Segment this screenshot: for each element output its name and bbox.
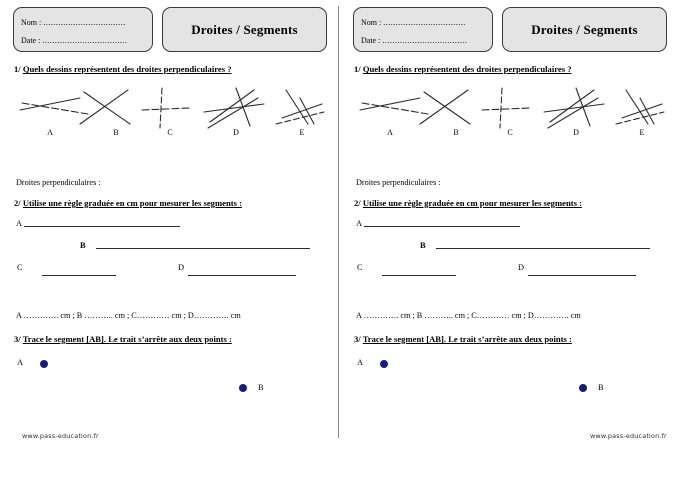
date-field-row	[361, 32, 492, 50]
name-field-row	[361, 14, 492, 32]
figure-label-a: A	[47, 128, 53, 137]
segment-line-b	[436, 248, 650, 249]
figure-label-b: B	[113, 128, 119, 137]
date-input-dots[interactable]: ..................................	[42, 36, 128, 45]
segment-label-b: B	[420, 241, 426, 250]
point-label-b: B	[598, 383, 604, 392]
name-label: Nom :	[21, 18, 44, 27]
figure-label-c: C	[167, 128, 173, 137]
exercise1-answer-prompt[interactable]: Droites perpendiculaires :	[356, 178, 441, 187]
point-dot-b[interactable]	[239, 384, 247, 392]
date-label: Date :	[21, 36, 43, 45]
date-field-row	[21, 32, 152, 50]
name-field-row	[21, 14, 152, 32]
exercise2-number: 2/	[14, 198, 23, 208]
exercise3-heading	[354, 334, 572, 344]
figure-label-d: D	[573, 128, 579, 137]
date-input-dots[interactable]: ..................................	[382, 36, 468, 45]
figure-label-a: A	[387, 128, 393, 137]
exercise1-number: 1/	[14, 64, 23, 74]
exercise2-number: 2/	[354, 198, 363, 208]
student-info-box	[13, 7, 153, 52]
point-label-b: B	[258, 383, 264, 392]
exercise1-figures	[14, 84, 332, 142]
worksheet-title: Droites / Segments	[531, 21, 638, 37]
exercise3-number: 3/	[354, 334, 363, 344]
exercise2-text: Utilise une règle graduée en cm pour mesurer les segments :	[22, 198, 242, 208]
segment-line-b	[96, 248, 310, 249]
exercise2-answer-line[interactable]: A …………. cm ; B ……….. cm ; C………… cm ; D…………. cm	[16, 311, 241, 320]
point-dot-a[interactable]	[40, 360, 48, 368]
exercise2-answer-line[interactable]: A …………. cm ; B ……….. cm ; C………… cm ; D…………. cm	[356, 311, 581, 320]
point-label-a: A	[357, 358, 364, 367]
point-dot-b[interactable]	[579, 384, 587, 392]
segment-line-d	[528, 275, 636, 276]
point-dot-a[interactable]	[380, 360, 388, 368]
name-label: Nom :	[361, 18, 384, 27]
exercise3-number: 3/	[14, 334, 23, 344]
date-label: Date :	[361, 36, 383, 45]
exercise1-answer-prompt[interactable]: Droites perpendiculaires :	[16, 178, 101, 187]
segment-line-d	[188, 275, 296, 276]
segment-label-c: C	[17, 263, 23, 272]
name-input-dots[interactable]: .................................	[383, 18, 466, 27]
exercise1-heading	[354, 64, 572, 74]
exercise2-heading	[354, 198, 582, 208]
point-label-a: A	[17, 358, 24, 367]
segment-label-c: C	[357, 263, 363, 272]
figure-label-b: B	[453, 128, 459, 137]
exercise1-text: Quels dessins représentent des droites perpendiculaires ?	[22, 64, 232, 74]
segment-line-a	[24, 226, 180, 227]
student-info-box	[353, 7, 493, 52]
footer-right: www.pass-education.fr	[590, 432, 667, 440]
segment-label-b: B	[80, 241, 86, 250]
figure-label-d: D	[233, 128, 239, 137]
segment-label-d: D	[178, 263, 185, 272]
segment-line-c	[382, 275, 456, 276]
worksheet-title-box	[502, 7, 667, 52]
name-input-dots[interactable]: .................................	[43, 18, 126, 27]
segment-line-a	[364, 226, 520, 227]
worksheet-panel-right	[340, 0, 680, 480]
segment-line-c	[42, 275, 116, 276]
exercise1-heading	[14, 64, 232, 74]
exercise1-text: Quels dessins représentent des droites perpendiculaires ?	[362, 64, 572, 74]
exercise1-number: 1/	[354, 64, 363, 74]
segment-label-a: A	[356, 219, 363, 228]
segment-label-d: D	[518, 263, 525, 272]
exercise1-figures	[354, 84, 672, 142]
worksheet-title-box	[162, 7, 327, 52]
worksheet-title: Droites / Segments	[191, 21, 298, 37]
exercise2-text: Utilise une règle graduée en cm pour mesurer les segments :	[362, 198, 582, 208]
exercise3-heading	[14, 334, 232, 344]
figure-label-e: E	[639, 128, 645, 137]
figure-label-e: E	[299, 128, 305, 137]
exercise2-heading	[14, 198, 242, 208]
footer-left: www.pass-education.fr	[22, 432, 99, 440]
segment-label-a: A	[16, 219, 23, 228]
exercise3-text: Trace le segment [AB]. Le trait s’arrête aux deux points :	[22, 334, 232, 344]
figure-label-c: C	[507, 128, 513, 137]
exercise3-text: Trace le segment [AB]. Le trait s’arrête aux deux points :	[362, 334, 572, 344]
